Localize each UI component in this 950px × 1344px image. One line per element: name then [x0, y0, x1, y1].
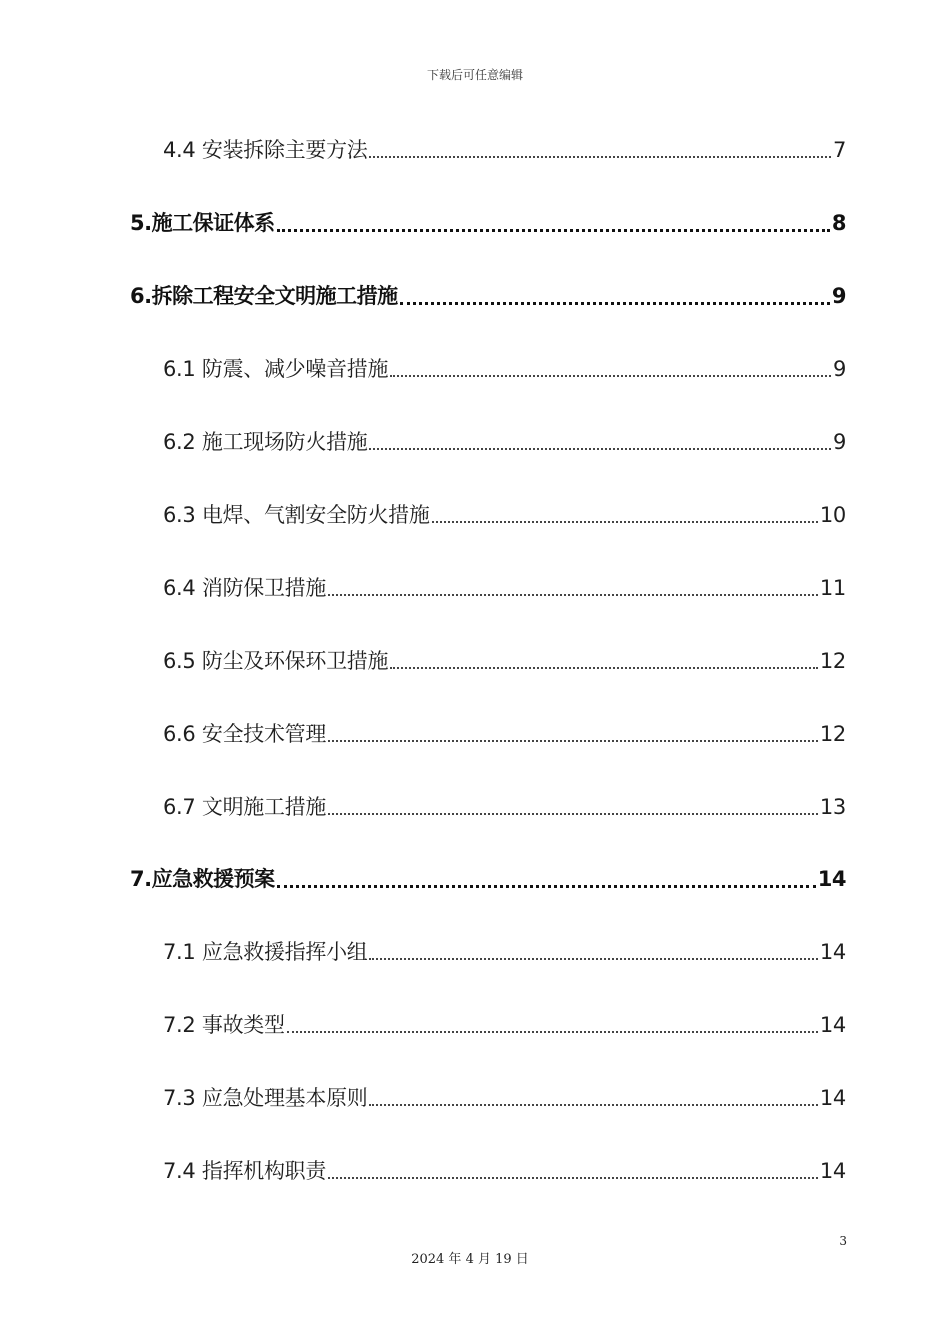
toc-entry-page: 11	[819, 576, 846, 600]
toc-entry[interactable]	[163, 352, 846, 382]
toc-entry-page: 12	[819, 722, 846, 746]
footer-date: 2024 年 4 月 19 日	[411, 1252, 529, 1267]
toc-entry[interactable]	[163, 935, 846, 965]
toc-entry[interactable]	[130, 206, 846, 236]
toc-entry[interactable]	[163, 790, 846, 820]
toc-entry-title: 6.7 文明施工措施	[163, 795, 327, 819]
toc-dot-leader	[400, 302, 830, 305]
toc-entry-title: 6.2 施工现场防火措施	[163, 430, 368, 454]
toc-dot-leader	[328, 813, 818, 815]
toc-entry[interactable]	[163, 1081, 846, 1111]
page-number: 3	[839, 1234, 847, 1248]
toc-entry-page: 14	[817, 867, 846, 891]
toc-entry-title: 6.4 消防保卫措施	[163, 576, 327, 600]
toc-entry-page: 7	[832, 138, 846, 162]
toc-entry[interactable]	[163, 425, 846, 455]
toc-entry-title: 6.1 防震、减少噪音措施	[163, 357, 389, 381]
toc-entry[interactable]	[163, 571, 846, 601]
toc-entry-page: 14	[819, 1159, 846, 1183]
toc-entry-title: 4.4 安装拆除主要方法	[163, 138, 368, 162]
toc-entry-title: 6.5 防尘及环保环卫措施	[163, 649, 389, 673]
toc-dot-leader	[277, 885, 816, 888]
toc-entry[interactable]	[130, 862, 846, 892]
toc-entry[interactable]	[163, 644, 846, 674]
toc-entry-title: 7.4 指挥机构职责	[163, 1159, 327, 1183]
toc-dot-leader	[287, 1031, 818, 1033]
toc-dot-leader	[369, 156, 830, 158]
toc-dot-leader	[369, 958, 817, 960]
toc-dot-leader	[369, 448, 830, 450]
toc-entry[interactable]	[130, 279, 846, 309]
toc-dot-leader	[328, 740, 818, 742]
toc-entry[interactable]	[163, 717, 846, 747]
page-header-note: 下载后可任意编辑	[426, 68, 523, 82]
toc-entry-title: 7.应急救援预案	[130, 867, 275, 891]
toc-dot-leader	[277, 229, 830, 232]
toc-entry-page: 13	[819, 795, 846, 819]
toc-entry-page: 9	[831, 284, 846, 308]
toc-entry-page: 14	[819, 1086, 846, 1110]
toc-entry-page: 9	[832, 357, 846, 381]
toc-dot-leader	[432, 521, 818, 523]
toc-entry-title: 5.施工保证体系	[130, 211, 275, 235]
toc-entry[interactable]	[163, 1008, 846, 1038]
toc-entry-title: 6.拆除工程安全文明施工措施	[130, 284, 398, 308]
toc-dot-leader	[390, 375, 831, 377]
toc-entry[interactable]	[163, 1154, 846, 1184]
toc-entry-page: 14	[819, 1013, 846, 1037]
toc-dot-leader	[369, 1104, 817, 1106]
toc-entry-page: 14	[819, 940, 846, 964]
toc-entry[interactable]	[163, 498, 846, 528]
toc-entry-title: 6.6 安全技术管理	[163, 722, 327, 746]
toc-entry-page: 9	[832, 430, 846, 454]
toc-entry-title: 7.1 应急救援指挥小组	[163, 940, 368, 964]
toc-dot-leader	[328, 594, 818, 596]
toc-dot-leader	[328, 1177, 818, 1179]
toc-entry-title: 7.3 应急处理基本原则	[163, 1086, 368, 1110]
toc-entry-page: 12	[819, 649, 846, 673]
toc-dot-leader	[390, 667, 818, 669]
toc-entry-page: 8	[831, 211, 846, 235]
toc-entry-title: 7.2 事故类型	[163, 1013, 285, 1037]
toc-entry[interactable]	[163, 133, 846, 163]
toc-entry-title: 6.3 电焊、气割安全防火措施	[163, 503, 430, 527]
toc-entry-page: 10	[819, 503, 846, 527]
